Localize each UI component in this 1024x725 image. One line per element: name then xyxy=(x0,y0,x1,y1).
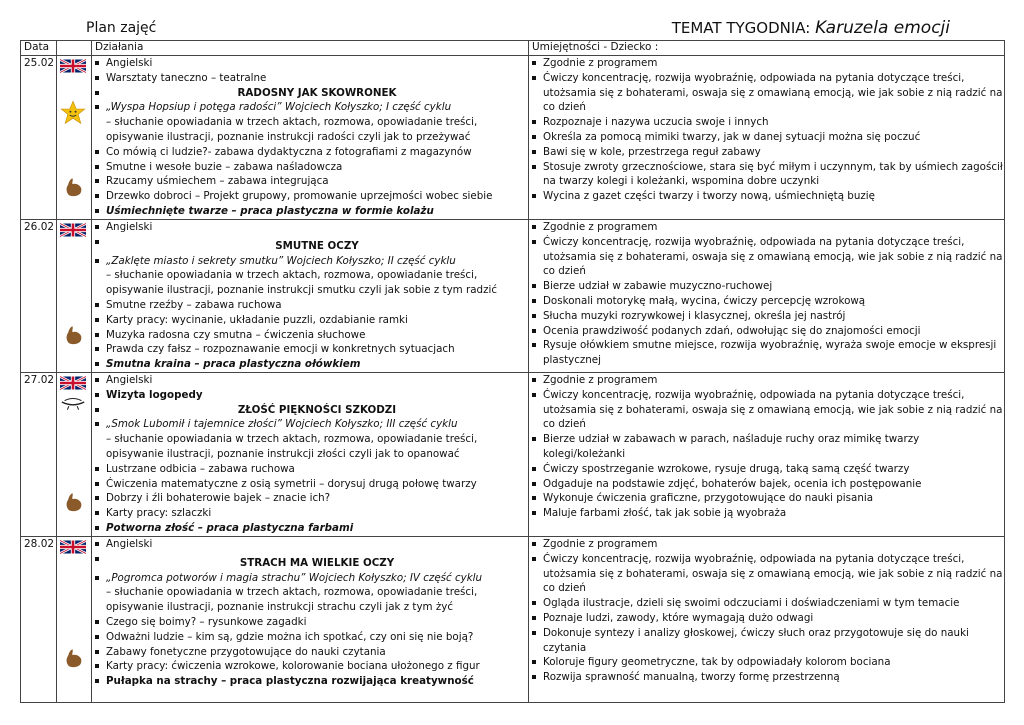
plan-title: Plan zajęć xyxy=(86,20,157,36)
list-item: Karty pracy: ćwiczenia wzrokowe, kolorowanie bociana ułożonego z figur xyxy=(106,659,528,674)
list-item: Ogląda ilustracje, dzieli się swoimi odczuciami i doświadczeniami w tym temacie xyxy=(543,596,1004,611)
list-item: Doskonali motorykę małą, wycina, ćwiczy percepcję wzrokową xyxy=(543,294,1004,309)
day-actions xyxy=(92,220,529,373)
list-item: Zabawy fonetyczne przygotowujące do nauki czytania xyxy=(106,645,528,660)
list-item: Angielski xyxy=(106,220,528,235)
day-row xyxy=(21,56,1005,220)
list-item: Słucha muzyki rozrywkowej i klasycznej, określa jej nastrój xyxy=(543,309,1004,324)
list-item: Angielski xyxy=(106,537,528,552)
list-item: Zgodnie z programem xyxy=(543,56,1004,71)
day-actions xyxy=(92,56,529,220)
story-title: „Pogromca potworów i magia strachu” Wojciech Kołyszko; IV część cyklu xyxy=(106,571,528,586)
day-icons xyxy=(57,56,92,220)
smiling-star-icon xyxy=(60,100,86,126)
list-item: Karty pracy: wycinanie, układanie puzzli, ozdabianie ramki xyxy=(106,313,528,328)
plan-table xyxy=(20,40,1005,703)
list-item: Ćwiczy koncentrację, rozwija wyobraźnię, odpowiada na pytania dotyczące treści, utożsamia się z bohaterami, oswaja się z omawianą emocją, wie jak sobie z nią radzić na co dzień xyxy=(543,388,1003,431)
day-skills xyxy=(529,220,1005,373)
col-actions-header: Działania xyxy=(92,41,529,56)
list-item: Angielski xyxy=(106,373,528,388)
theme-prefix: TEMAT TYGODNIA: xyxy=(671,19,811,37)
list-item: Ćwiczy koncentrację, rozwija wyobraźnię, odpowiada na pytania dotyczące treści, utożsamia się z bohaterami, oswaja się z omawianą emocją, wie jak sobie z nią radzić na co dzień xyxy=(543,235,1003,278)
list-item: Dokonuje syntezy i analizy głoskowej, ćwiczy słuch oraz przygotowuje się do nauki czytania xyxy=(543,626,1004,656)
list-item: Zgodnie z programem xyxy=(543,537,1004,552)
list-item: Uśmiechnięte twarze – praca plastyczna w formie kolażu xyxy=(106,204,528,219)
list-item: Wizyta logopedy xyxy=(106,388,528,403)
day-date: 27.02 xyxy=(21,372,57,536)
list-item: Potworna złość – praca plastyczna farbami xyxy=(106,521,528,536)
col-date-header: Data xyxy=(21,41,57,56)
col-icon-header xyxy=(57,41,92,56)
list-item: Czego się boimy? – rysunkowe zagadki xyxy=(106,615,528,630)
hand-icon xyxy=(63,491,85,513)
day-row xyxy=(21,536,1005,702)
list-item: Drzewko dobroci – Projekt grupowy, promowanie uprzejmości wobec siebie xyxy=(106,189,528,204)
list-item: Bierze udział w zabawie muzyczno-ruchowej xyxy=(543,279,1004,294)
boat-icon xyxy=(59,393,87,411)
day-skills xyxy=(529,536,1005,702)
day-icons xyxy=(57,536,92,702)
day-topic: STRACH MA WIELKIE OCZY xyxy=(106,552,528,571)
list-item: Rzucamy uśmiechem – zabawa integrująca xyxy=(106,174,528,189)
day-date: 26.02 xyxy=(21,220,57,373)
story-title: „Smok Lubomił i tajemnice złości” Wojciech Kołyszko; III część cyklu xyxy=(106,417,528,432)
day-skills xyxy=(529,56,1005,220)
list-item: Smutne rzeźby – zabawa ruchowa xyxy=(106,298,528,313)
hand-icon xyxy=(63,324,85,346)
list-item: Prawda czy fałsz – rozpoznawanie emocji w konkretnych sytuacjach xyxy=(106,342,528,357)
list-item: Co mówią ci ludzie?- zabawa dydaktyczna z fotografiami z magazynów xyxy=(106,145,528,160)
list-item: Poznaje ludzi, zawody, które wymagają dużo odwagi xyxy=(543,611,1004,626)
list-item: Odgaduje na podstawie zdjęć, bohaterów bajek, ocenia ich postępowanie xyxy=(543,477,1004,492)
day-row xyxy=(21,372,1005,536)
uk-flag-icon xyxy=(60,222,86,238)
day-actions xyxy=(92,536,529,702)
list-item: Lustrzane odbicia – zabawa ruchowa xyxy=(106,462,528,477)
list-item: Ćwiczenia matematyczne z osią symetrii – dorysuj drugą połowę twarzy xyxy=(106,477,528,492)
list-item: Karty pracy: szlaczki xyxy=(106,506,528,521)
list-item: – słuchanie opowiadania w trzech aktach, rozmowa, opowiadanie treści, opisywanie ilustracji, poznanie instrukcji smutku czyli jak sobie z tym radzić xyxy=(106,269,497,297)
hand-icon xyxy=(63,176,85,198)
list-item: Dobrzy i źli bohaterowie bajek – znacie ich? xyxy=(106,491,528,506)
list-item: Bierze udział w zabawach w parach, naśladuje ruchy oraz mimikę twarzy kolegi/koleżanki xyxy=(543,432,1004,462)
story-title: „Wyspa Hopsiup i potęga radości” Wojciech Kołyszko; I część cyklu xyxy=(106,100,528,115)
list-item: Muzyka radosna czy smutna – ćwiczenia słuchowe xyxy=(106,328,528,343)
theme-title xyxy=(672,18,950,38)
list-item: – słuchanie opowiadania w trzech aktach, rozmowa, opowiadanie treści, opisywanie ilustracji, poznanie instrukcji strachu czyli jak z tym żyć xyxy=(106,586,478,614)
list-item: Wykonuje ćwiczenia graficzne, przygotowujące do nauki pisania xyxy=(543,491,1004,506)
story-title: „Zaklęte miasto i sekrety smutku” Wojciech Kołyszko; II część cyklu xyxy=(106,254,528,269)
list-item: Wycina z gazet części twarzy i tworzy nową, uśmiechniętą buzię xyxy=(543,189,1004,204)
list-item: Bawi się w kole, przestrzega reguł zabawy xyxy=(543,145,1004,160)
list-item: Warsztaty taneczno – teatralne xyxy=(106,71,528,86)
list-item: Rysuje ołówkiem smutne miejsce, rozwija wyobraźnię, wyraża swoje emocje w ekspresji plastycznej xyxy=(543,338,1004,368)
day-skills xyxy=(529,372,1005,536)
uk-flag-icon xyxy=(60,539,86,555)
uk-flag-icon xyxy=(60,375,86,391)
list-item: Ćwiczy koncentrację, rozwija wyobraźnię, odpowiada na pytania dotyczące treści, utożsamia się z bohaterami, oswaja się z omawianą emocją, wie jak sobie z nią radzić na co dzień xyxy=(543,71,1003,114)
theme-name: Karuzela emocji xyxy=(815,18,950,38)
list-item: Ocenia prawdziwość podanych zdań, odwołując się do znajomości emocji xyxy=(543,324,1004,339)
list-item: Angielski xyxy=(106,56,528,71)
col-skills-header: Umiejętności - Dziecko : xyxy=(529,41,1005,56)
day-row xyxy=(21,220,1005,373)
list-item: Maluje farbami złość, tak jak sobie ją wyobraża xyxy=(543,506,1004,521)
list-item: Smutna kraina – praca plastyczna ołówkiem xyxy=(106,357,528,372)
list-item: Odważni ludzie – kim są, gdzie można ich spotkać, czy oni się nie boją? xyxy=(106,630,528,645)
list-item: – słuchanie opowiadania w trzech aktach, rozmowa, opowiadanie treści, opisywanie ilustracji, poznanie instrukcji złości czyli jak to opanować xyxy=(106,433,478,460)
list-item: Określa za pomocą mimiki twarzy, jak w danej sytuacji można się poczuć xyxy=(543,130,1004,145)
table-header-row xyxy=(21,41,1005,56)
day-topic: SMUTNE OCZY xyxy=(106,235,528,254)
day-topic: ZŁOŚĆ PIĘKNOŚCI SZKODZI xyxy=(106,403,528,418)
list-item: Ćwiczy koncentrację, rozwija wyobraźnię, odpowiada na pytania dotyczące treści, utożsamia się z bohaterami, oswaja się z omawianą emocją, wie jak sobie z nią radzić na co dzień xyxy=(543,552,1003,595)
day-icons xyxy=(57,220,92,373)
list-item: Stosuje zwroty grzecznościowe, stara się być miłym i uczynnym, tak by uśmiech zagościł na twarzy kolegi i koleżanki, wspomina dobre uczynki xyxy=(543,160,1003,188)
list-item: Koloruje figury geometryczne, tak by odpowiadały kolorom bociana xyxy=(543,655,1004,670)
hand-icon xyxy=(63,647,85,669)
list-item: Smutne i wesołe buzie – zabawa naśladowcza xyxy=(106,160,528,175)
day-date: 28.02 xyxy=(21,536,57,702)
list-item: Zgodnie z programem xyxy=(543,220,1004,235)
day-topic: RADOSNY JAK SKOWRONEK xyxy=(106,86,528,101)
list-item: Pułapka na strachy – praca plastyczna rozwijająca kreatywność xyxy=(106,674,528,689)
uk-flag-icon xyxy=(60,58,86,74)
list-item: Ćwiczy spostrzeganie wzrokowe, rysuje drugą, taką samą część twarzy xyxy=(543,462,1004,477)
list-item: Zgodnie z programem xyxy=(543,373,1004,388)
list-item: – słuchanie opowiadania w trzech aktach, rozmowa, opowiadanie treści, opisywanie ilustracji, poznanie instrukcji radości czyli jak to przeżywać xyxy=(106,116,478,143)
list-item: Rozpoznaje i nazywa uczucia swoje i innych xyxy=(543,115,1004,130)
day-date: 25.02 xyxy=(21,56,57,220)
list-item: Rozwija sprawność manualną, tworzy formę przestrzenną xyxy=(543,670,1004,685)
day-icons xyxy=(57,372,92,536)
day-actions xyxy=(92,372,529,536)
